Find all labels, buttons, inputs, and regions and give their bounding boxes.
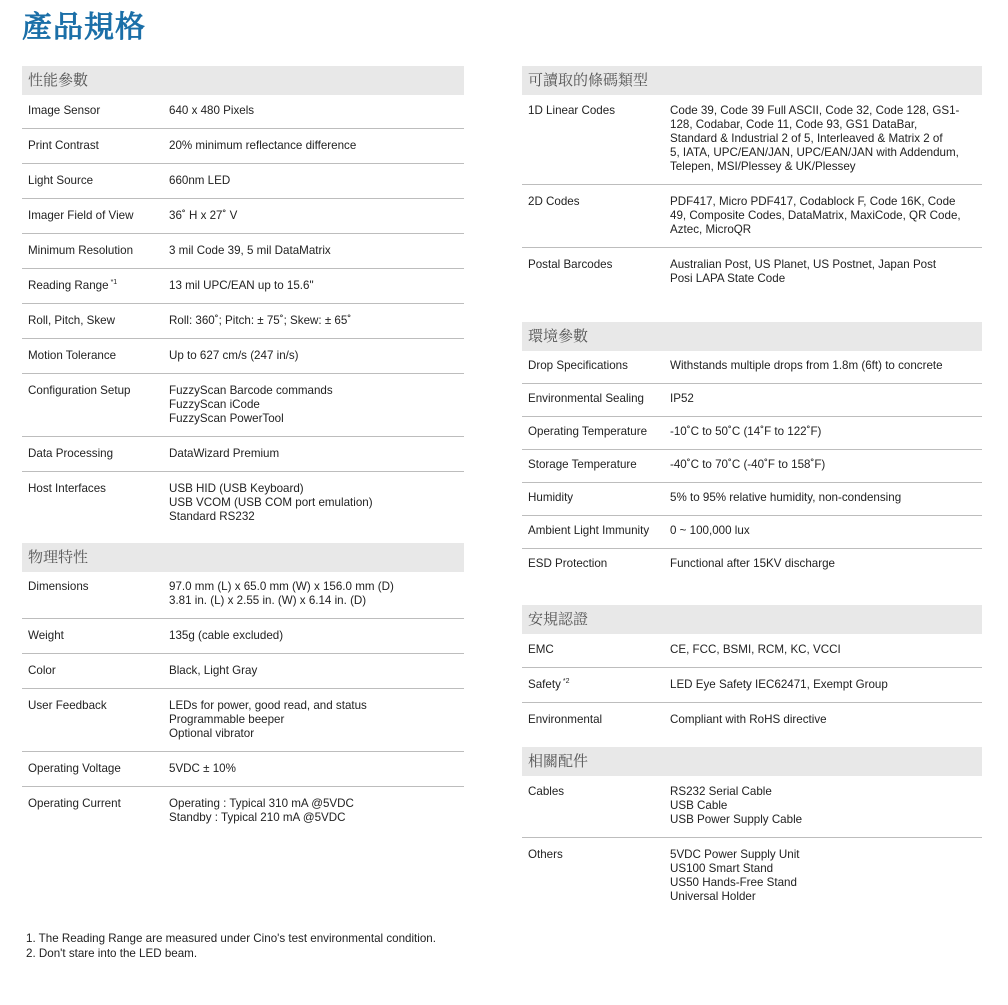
spec-value bbox=[169, 339, 464, 374]
right-column bbox=[522, 66, 982, 914]
spec-value bbox=[169, 572, 464, 619]
spec-value-line: -40˚C to 70˚C (-40˚F to 158˚F) bbox=[670, 458, 826, 471]
spec-value-line: 49, Composite Codes, DataMatrix, MaxiCode, QR Code, bbox=[670, 209, 961, 222]
spec-row bbox=[22, 572, 464, 619]
spec-value-line: Optional vibrator bbox=[169, 727, 255, 740]
spec-value bbox=[169, 437, 464, 472]
section-header-environment: 環境參數 bbox=[522, 322, 982, 351]
spec-label-text: Data Processing bbox=[28, 447, 114, 460]
footnote-marker: *2 bbox=[562, 678, 570, 685]
regulatory-table bbox=[522, 634, 982, 747]
spec-row bbox=[22, 472, 464, 544]
spec-label bbox=[22, 619, 169, 654]
spec-label-text: Environmental bbox=[528, 713, 603, 726]
spec-value-line: FuzzyScan iCode bbox=[169, 398, 260, 411]
performance-table bbox=[22, 95, 464, 543]
spec-value-line: USB HID (USB Keyboard) bbox=[169, 482, 304, 495]
spec-label bbox=[22, 572, 169, 619]
spec-value bbox=[169, 689, 464, 752]
spec-label bbox=[22, 472, 169, 544]
performance-section bbox=[22, 66, 464, 543]
spec-label-text: Minimum Resolution bbox=[28, 244, 134, 257]
spec-row bbox=[22, 339, 464, 374]
spec-value bbox=[670, 417, 982, 450]
section-header-performance: 性能參數 bbox=[22, 66, 464, 95]
spec-value bbox=[169, 129, 464, 164]
section-header-regulatory: 安規認證 bbox=[522, 605, 982, 634]
footnotes bbox=[26, 932, 436, 961]
spec-value bbox=[169, 619, 464, 654]
spec-value-line: USB Cable bbox=[670, 799, 728, 812]
physical-section bbox=[22, 543, 464, 835]
spec-value bbox=[169, 199, 464, 234]
spec-value bbox=[670, 516, 982, 549]
page-title: 產品規格 bbox=[22, 10, 146, 45]
spec-value-line: USB Power Supply Cable bbox=[670, 813, 803, 826]
spec-row bbox=[522, 417, 982, 450]
spec-label bbox=[522, 248, 670, 323]
spec-value bbox=[670, 776, 982, 838]
spec-value bbox=[670, 549, 982, 606]
spec-row bbox=[522, 351, 982, 384]
spec-value-line: Standard RS232 bbox=[169, 510, 255, 523]
environment-table bbox=[522, 351, 982, 605]
spec-row bbox=[522, 668, 982, 703]
spec-value-line: Universal Holder bbox=[670, 890, 756, 903]
barcodes-section bbox=[522, 66, 982, 322]
spec-value-line: 660nm LED bbox=[169, 174, 231, 187]
spec-value-line: 5VDC ± 10% bbox=[169, 762, 236, 775]
spec-label-text: Safety bbox=[528, 678, 561, 691]
spec-label-text: Operating Current bbox=[28, 797, 121, 810]
spec-row bbox=[522, 703, 982, 748]
spec-value-line: Standby : Typical 210 mA @5VDC bbox=[169, 811, 346, 824]
spec-label bbox=[522, 450, 670, 483]
spec-label-text: Operating Voltage bbox=[28, 762, 121, 775]
spec-label bbox=[522, 703, 670, 748]
spec-value bbox=[169, 304, 464, 339]
spec-value-line: USB VCOM (USB COM port emulation) bbox=[169, 496, 373, 509]
spec-row bbox=[522, 516, 982, 549]
spec-value-line: FuzzyScan PowerTool bbox=[169, 412, 284, 425]
barcodes-table bbox=[522, 95, 982, 322]
spec-value bbox=[670, 351, 982, 384]
spec-label-text: Reading Range bbox=[28, 279, 109, 292]
spec-label bbox=[522, 516, 670, 549]
spec-value-line: 3.81 in. (L) x 2.55 in. (W) x 6.14 in. (D) bbox=[169, 594, 367, 607]
spec-row bbox=[22, 437, 464, 472]
spec-label-text: ESD Protection bbox=[528, 557, 608, 570]
spec-label bbox=[22, 654, 169, 689]
spec-label bbox=[22, 752, 169, 787]
spec-label bbox=[522, 776, 670, 838]
spec-label bbox=[522, 838, 670, 915]
spec-value-line: Telepen, MSI/Plessey & UK/Plessey bbox=[670, 160, 856, 173]
spec-row bbox=[22, 234, 464, 269]
spec-value-line: Standard & Industrial 2 of 5, Interleaved & Matrix 2 of bbox=[670, 132, 943, 145]
spec-row bbox=[522, 450, 982, 483]
accessories-section bbox=[522, 747, 982, 914]
footnote-marker: *1 bbox=[110, 279, 118, 286]
spec-label-text: Postal Barcodes bbox=[528, 258, 613, 271]
spec-value-line: 97.0 mm (L) x 65.0 mm (W) x 156.0 mm (D) bbox=[169, 580, 394, 593]
spec-label bbox=[22, 304, 169, 339]
spec-value-line: 5% to 95% relative humidity, non-condensing bbox=[670, 491, 902, 504]
spec-row bbox=[22, 304, 464, 339]
spec-row bbox=[22, 374, 464, 437]
spec-value-line: 640 x 480 Pixels bbox=[169, 104, 255, 117]
spec-value-line: RS232 Serial Cable bbox=[670, 785, 772, 798]
spec-value-line: Code 39, Code 39 Full ASCII, Code 32, Code 128, GS1- bbox=[670, 104, 960, 117]
spec-value-line: Functional after 15KV discharge bbox=[670, 557, 835, 570]
spec-value bbox=[169, 752, 464, 787]
spec-row bbox=[522, 634, 982, 668]
spec-value-line: Roll: 360˚; Pitch: ± 75˚; Skew: ± 65˚ bbox=[169, 314, 352, 327]
spec-label bbox=[22, 199, 169, 234]
spec-row bbox=[522, 185, 982, 248]
spec-label-text: Operating Temperature bbox=[528, 425, 648, 438]
footnote-1: 1. The Reading Range are measured under Cino's test environmental condition. bbox=[26, 932, 436, 945]
spec-label-text: 2D Codes bbox=[528, 195, 580, 208]
spec-value-line: 20% minimum reflectance difference bbox=[169, 139, 357, 152]
spec-label bbox=[22, 234, 169, 269]
physical-table bbox=[22, 572, 464, 835]
spec-label-text: Humidity bbox=[528, 491, 574, 504]
spec-value-line: Programmable beeper bbox=[169, 713, 285, 726]
spec-label bbox=[522, 483, 670, 516]
spec-label-text: Drop Specifications bbox=[528, 359, 628, 372]
spec-label-text: Print Contrast bbox=[28, 139, 99, 152]
spec-value bbox=[670, 668, 982, 703]
spec-value-line: 13 mil UPC/EAN up to 15.6" bbox=[169, 279, 314, 292]
spec-label-text: Host Interfaces bbox=[28, 482, 106, 495]
spec-label bbox=[522, 417, 670, 450]
spec-value-line: Operating : Typical 310 mA @5VDC bbox=[169, 797, 354, 810]
spec-label bbox=[522, 351, 670, 384]
spec-label bbox=[22, 339, 169, 374]
spec-value bbox=[670, 838, 982, 915]
spec-value-line: DataWizard Premium bbox=[169, 447, 280, 460]
spec-value bbox=[169, 374, 464, 437]
spec-value-line: Posi LAPA State Code bbox=[670, 272, 786, 285]
spec-value-line: 128, Codabar, Code 11, Code 93, GS1 DataBar, bbox=[670, 118, 918, 131]
spec-label bbox=[522, 185, 670, 248]
spec-value-line: US50 Hands-Free Stand bbox=[670, 876, 797, 889]
spec-label-text: 1D Linear Codes bbox=[528, 104, 616, 117]
spec-label bbox=[522, 384, 670, 417]
spec-value bbox=[169, 234, 464, 269]
spec-label bbox=[22, 437, 169, 472]
spec-value bbox=[169, 787, 464, 836]
spec-value bbox=[670, 483, 982, 516]
spec-label-text: Storage Temperature bbox=[528, 458, 637, 471]
spec-row bbox=[522, 549, 982, 606]
spec-value-line: 3 mil Code 39, 5 mil DataMatrix bbox=[169, 244, 331, 257]
spec-row bbox=[522, 838, 982, 915]
spec-label-text: User Feedback bbox=[28, 699, 107, 712]
spec-row bbox=[22, 787, 464, 836]
spec-value bbox=[670, 185, 982, 248]
spec-label bbox=[22, 787, 169, 836]
spec-value-line: Up to 627 cm/s (247 in/s) bbox=[169, 349, 299, 362]
spec-row bbox=[22, 619, 464, 654]
spec-value-line: Black, Light Gray bbox=[169, 664, 258, 677]
spec-value-line: CE, FCC, BSMI, RCM, KC, VCCI bbox=[670, 643, 841, 656]
spec-value bbox=[670, 450, 982, 483]
spec-value bbox=[169, 654, 464, 689]
accessories-table bbox=[522, 776, 982, 914]
spec-row bbox=[22, 689, 464, 752]
spec-value-line: FuzzyScan Barcode commands bbox=[169, 384, 333, 397]
spec-value-line: US100 Smart Stand bbox=[670, 862, 774, 875]
spec-value-line: 5VDC Power Supply Unit bbox=[670, 848, 800, 861]
spec-row bbox=[22, 269, 464, 304]
spec-label-text: Image Sensor bbox=[28, 104, 101, 117]
section-header-barcodes: 可讀取的條碼類型 bbox=[522, 66, 982, 95]
spec-label-text: Motion Tolerance bbox=[28, 349, 117, 362]
spec-value-line: Compliant with RoHS directive bbox=[670, 713, 827, 726]
spec-value-line: 0 ~ 100,000 lux bbox=[670, 524, 750, 537]
spec-value-line: -10˚C to 50˚C (14˚F to 122˚F) bbox=[670, 425, 822, 438]
spec-value-line: IP52 bbox=[670, 392, 694, 405]
spec-value bbox=[670, 248, 982, 323]
spec-row bbox=[522, 95, 982, 185]
spec-label-text: EMC bbox=[528, 643, 554, 656]
spec-label-text: Weight bbox=[28, 629, 64, 642]
spec-row bbox=[522, 248, 982, 323]
spec-label bbox=[22, 269, 169, 304]
spec-label-text: Environmental Sealing bbox=[528, 392, 645, 405]
spec-value-line: 36˚ H x 27˚ V bbox=[169, 209, 238, 222]
environment-section bbox=[522, 322, 982, 605]
section-header-accessories: 相關配件 bbox=[522, 747, 982, 776]
regulatory-section bbox=[522, 605, 982, 747]
left-column bbox=[22, 66, 464, 835]
spec-value bbox=[169, 95, 464, 129]
spec-row bbox=[22, 129, 464, 164]
spec-label bbox=[522, 95, 670, 185]
spec-label-text: Dimensions bbox=[28, 580, 89, 593]
spec-label bbox=[22, 129, 169, 164]
spec-value bbox=[670, 95, 982, 185]
spec-value-line: PDF417, Micro PDF417, Codablock F, Code 16K, Code bbox=[670, 195, 956, 208]
spec-label bbox=[22, 164, 169, 199]
spec-label bbox=[522, 549, 670, 606]
spec-value-line: LED Eye Safety IEC62471, Exempt Group bbox=[670, 678, 888, 691]
spec-row bbox=[22, 752, 464, 787]
section-header-physical: 物理特性 bbox=[22, 543, 464, 572]
spec-value bbox=[670, 384, 982, 417]
spec-row bbox=[22, 199, 464, 234]
spec-row bbox=[22, 654, 464, 689]
spec-value bbox=[670, 634, 982, 668]
spec-label-text: Imager Field of View bbox=[28, 209, 134, 222]
spec-label-text: Light Source bbox=[28, 174, 94, 187]
spec-row bbox=[22, 95, 464, 129]
spec-label-text: Others bbox=[528, 848, 563, 861]
spec-row bbox=[522, 384, 982, 417]
spec-value-line: LEDs for power, good read, and status bbox=[169, 699, 367, 712]
spec-value bbox=[169, 269, 464, 304]
spec-label bbox=[522, 634, 670, 668]
spec-label bbox=[22, 689, 169, 752]
spec-value bbox=[670, 703, 982, 748]
footnote-2: 2. Don't stare into the LED beam. bbox=[26, 946, 198, 960]
spec-value-line: Aztec, MicroQR bbox=[670, 223, 752, 236]
spec-value-line: Withstands multiple drops from 1.8m (6ft) to concrete bbox=[670, 359, 943, 372]
spec-value-line: Australian Post, US Planet, US Postnet, Japan Post bbox=[670, 258, 937, 271]
spec-label bbox=[22, 95, 169, 129]
spec-row bbox=[22, 164, 464, 199]
spec-value-line: 135g (cable excluded) bbox=[169, 629, 284, 642]
spec-label-text: Cables bbox=[528, 785, 565, 798]
spec-label bbox=[522, 668, 670, 703]
spec-label-text: Color bbox=[28, 664, 56, 677]
spec-row bbox=[522, 483, 982, 516]
spec-value-line: 5, IATA, UPC/EAN/JAN, UPC/EAN/JAN with Addendum, bbox=[670, 146, 959, 159]
spec-value bbox=[169, 164, 464, 199]
spec-label-text: Ambient Light Immunity bbox=[528, 524, 650, 537]
spec-row bbox=[522, 776, 982, 838]
spec-label-text: Roll, Pitch, Skew bbox=[28, 314, 115, 327]
spec-label-text: Configuration Setup bbox=[28, 384, 131, 397]
spec-value bbox=[169, 472, 464, 544]
spec-label bbox=[22, 374, 169, 437]
